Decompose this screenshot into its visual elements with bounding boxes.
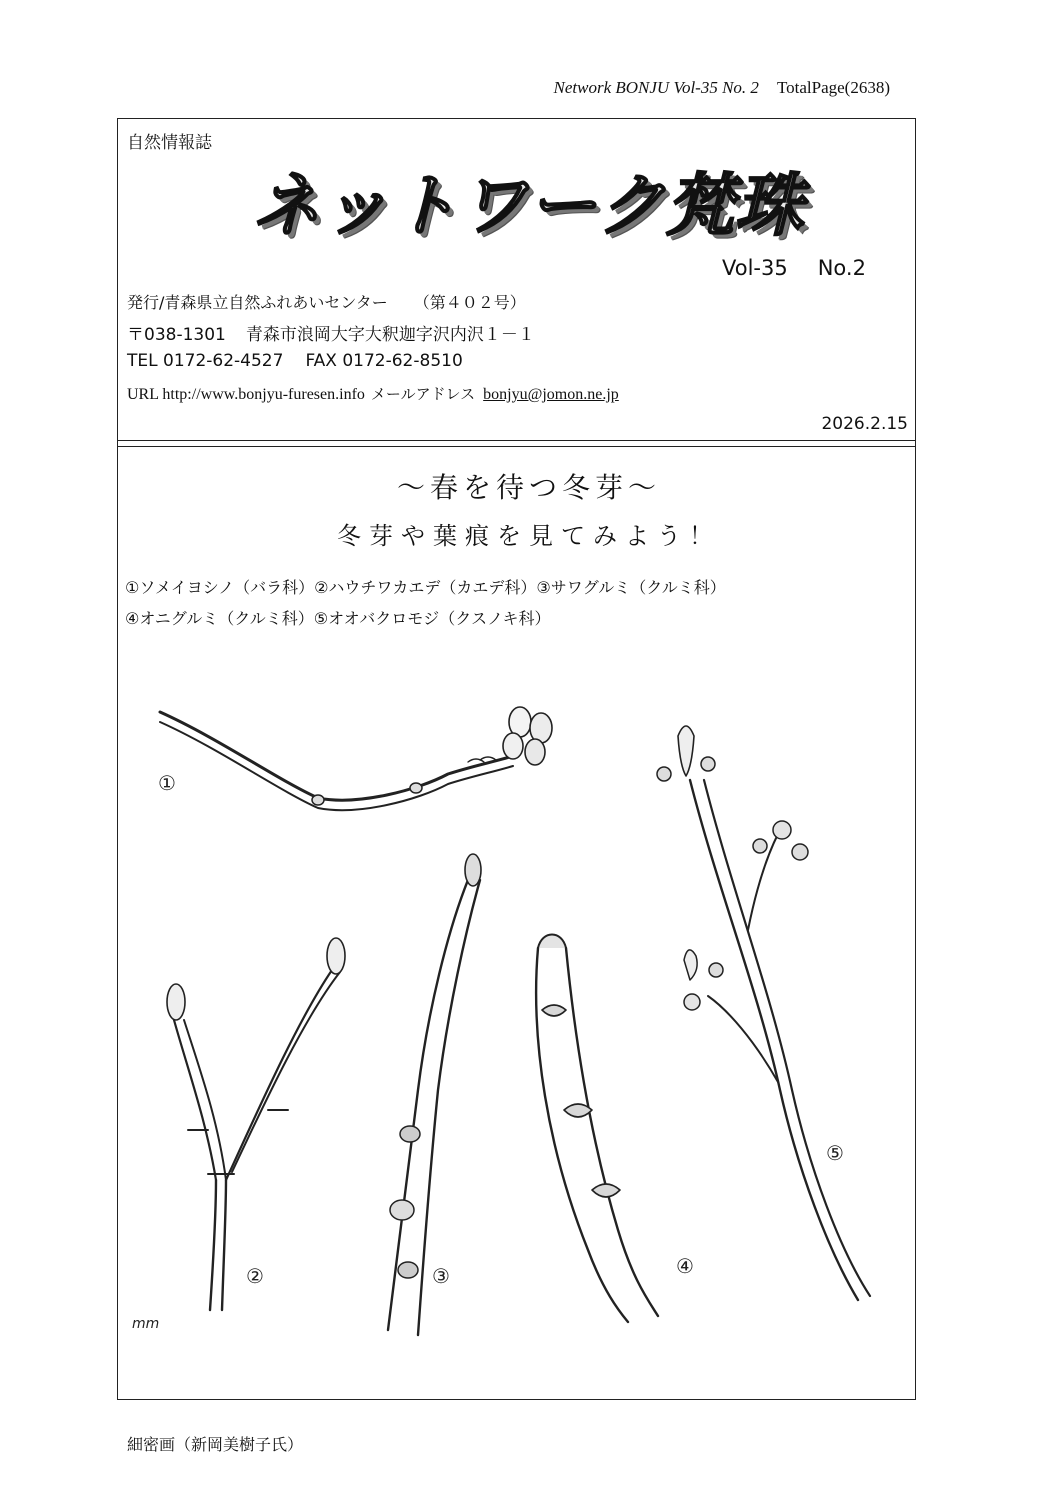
twig-oni-gurumi	[536, 935, 658, 1323]
postal-code: 〒038-1301	[127, 325, 226, 345]
label-2: ②	[246, 1264, 264, 1288]
label-3: ③	[432, 1264, 450, 1288]
fax: FAX 0172-62-8510	[305, 351, 463, 371]
species-list-2: ④オニグルミ（クルミ科）⑤オオバクロモジ（クスノキ科）	[125, 609, 551, 628]
species-list-1: ①ソメイヨシノ（バラ科）②ハウチワカエデ（カエデ科）③サワグルミ（クルミ科）	[125, 578, 726, 597]
feature-subtitle: 冬芽や葉痕を見てみよう！	[337, 522, 721, 550]
contact-line	[127, 351, 463, 371]
telephone: TEL 0172-62-4527	[127, 351, 284, 371]
issue-number: No.2	[817, 256, 866, 280]
mail-address[interactable]: bonjyu@jomon.ne.jp	[483, 386, 619, 403]
twig-somei-yoshino	[160, 707, 552, 810]
illustration-caption: 細密画（新岡美樹子氏）	[127, 1435, 304, 1454]
feature-title: ～春を待つ冬芽～	[396, 471, 661, 504]
address-line	[127, 320, 535, 345]
twig-hauchiwa-kaede	[167, 938, 345, 1310]
artist-signature: mm	[132, 1316, 160, 1332]
journal-issue: Network BONJU Vol-35 No. 2	[553, 78, 759, 97]
website-url[interactable]: URL http://www.bonjyu-furesen.info	[127, 386, 365, 403]
label-4: ④	[676, 1254, 694, 1278]
header-divider	[117, 440, 916, 447]
issue-count: （第４０２号）	[413, 293, 526, 312]
volume: Vol-35	[722, 256, 788, 280]
publisher: 発行/青森県立自然ふれあいセンター	[127, 293, 388, 312]
address: 青森市浪岡大字大釈迦字沢内沢１－１	[245, 325, 535, 345]
volume-number	[722, 256, 866, 280]
genre-label: 自然情報誌	[127, 133, 212, 153]
total-page: TotalPage(2638)	[776, 78, 890, 97]
label-5: ⑤	[826, 1141, 844, 1165]
web-line	[127, 383, 619, 404]
publisher-line	[127, 290, 526, 313]
label-1: ①	[158, 771, 176, 795]
running-head	[554, 78, 890, 98]
twig-ooba-kuromoji	[657, 726, 870, 1300]
winter-bud-drawings	[118, 690, 915, 1390]
twig-sawa-gurumi	[388, 854, 481, 1335]
mail-label: メールアドレス	[370, 385, 476, 403]
issue-date: 2026.2.15	[821, 414, 908, 434]
newsletter-logo: ネットワーク梵珠	[252, 167, 805, 246]
